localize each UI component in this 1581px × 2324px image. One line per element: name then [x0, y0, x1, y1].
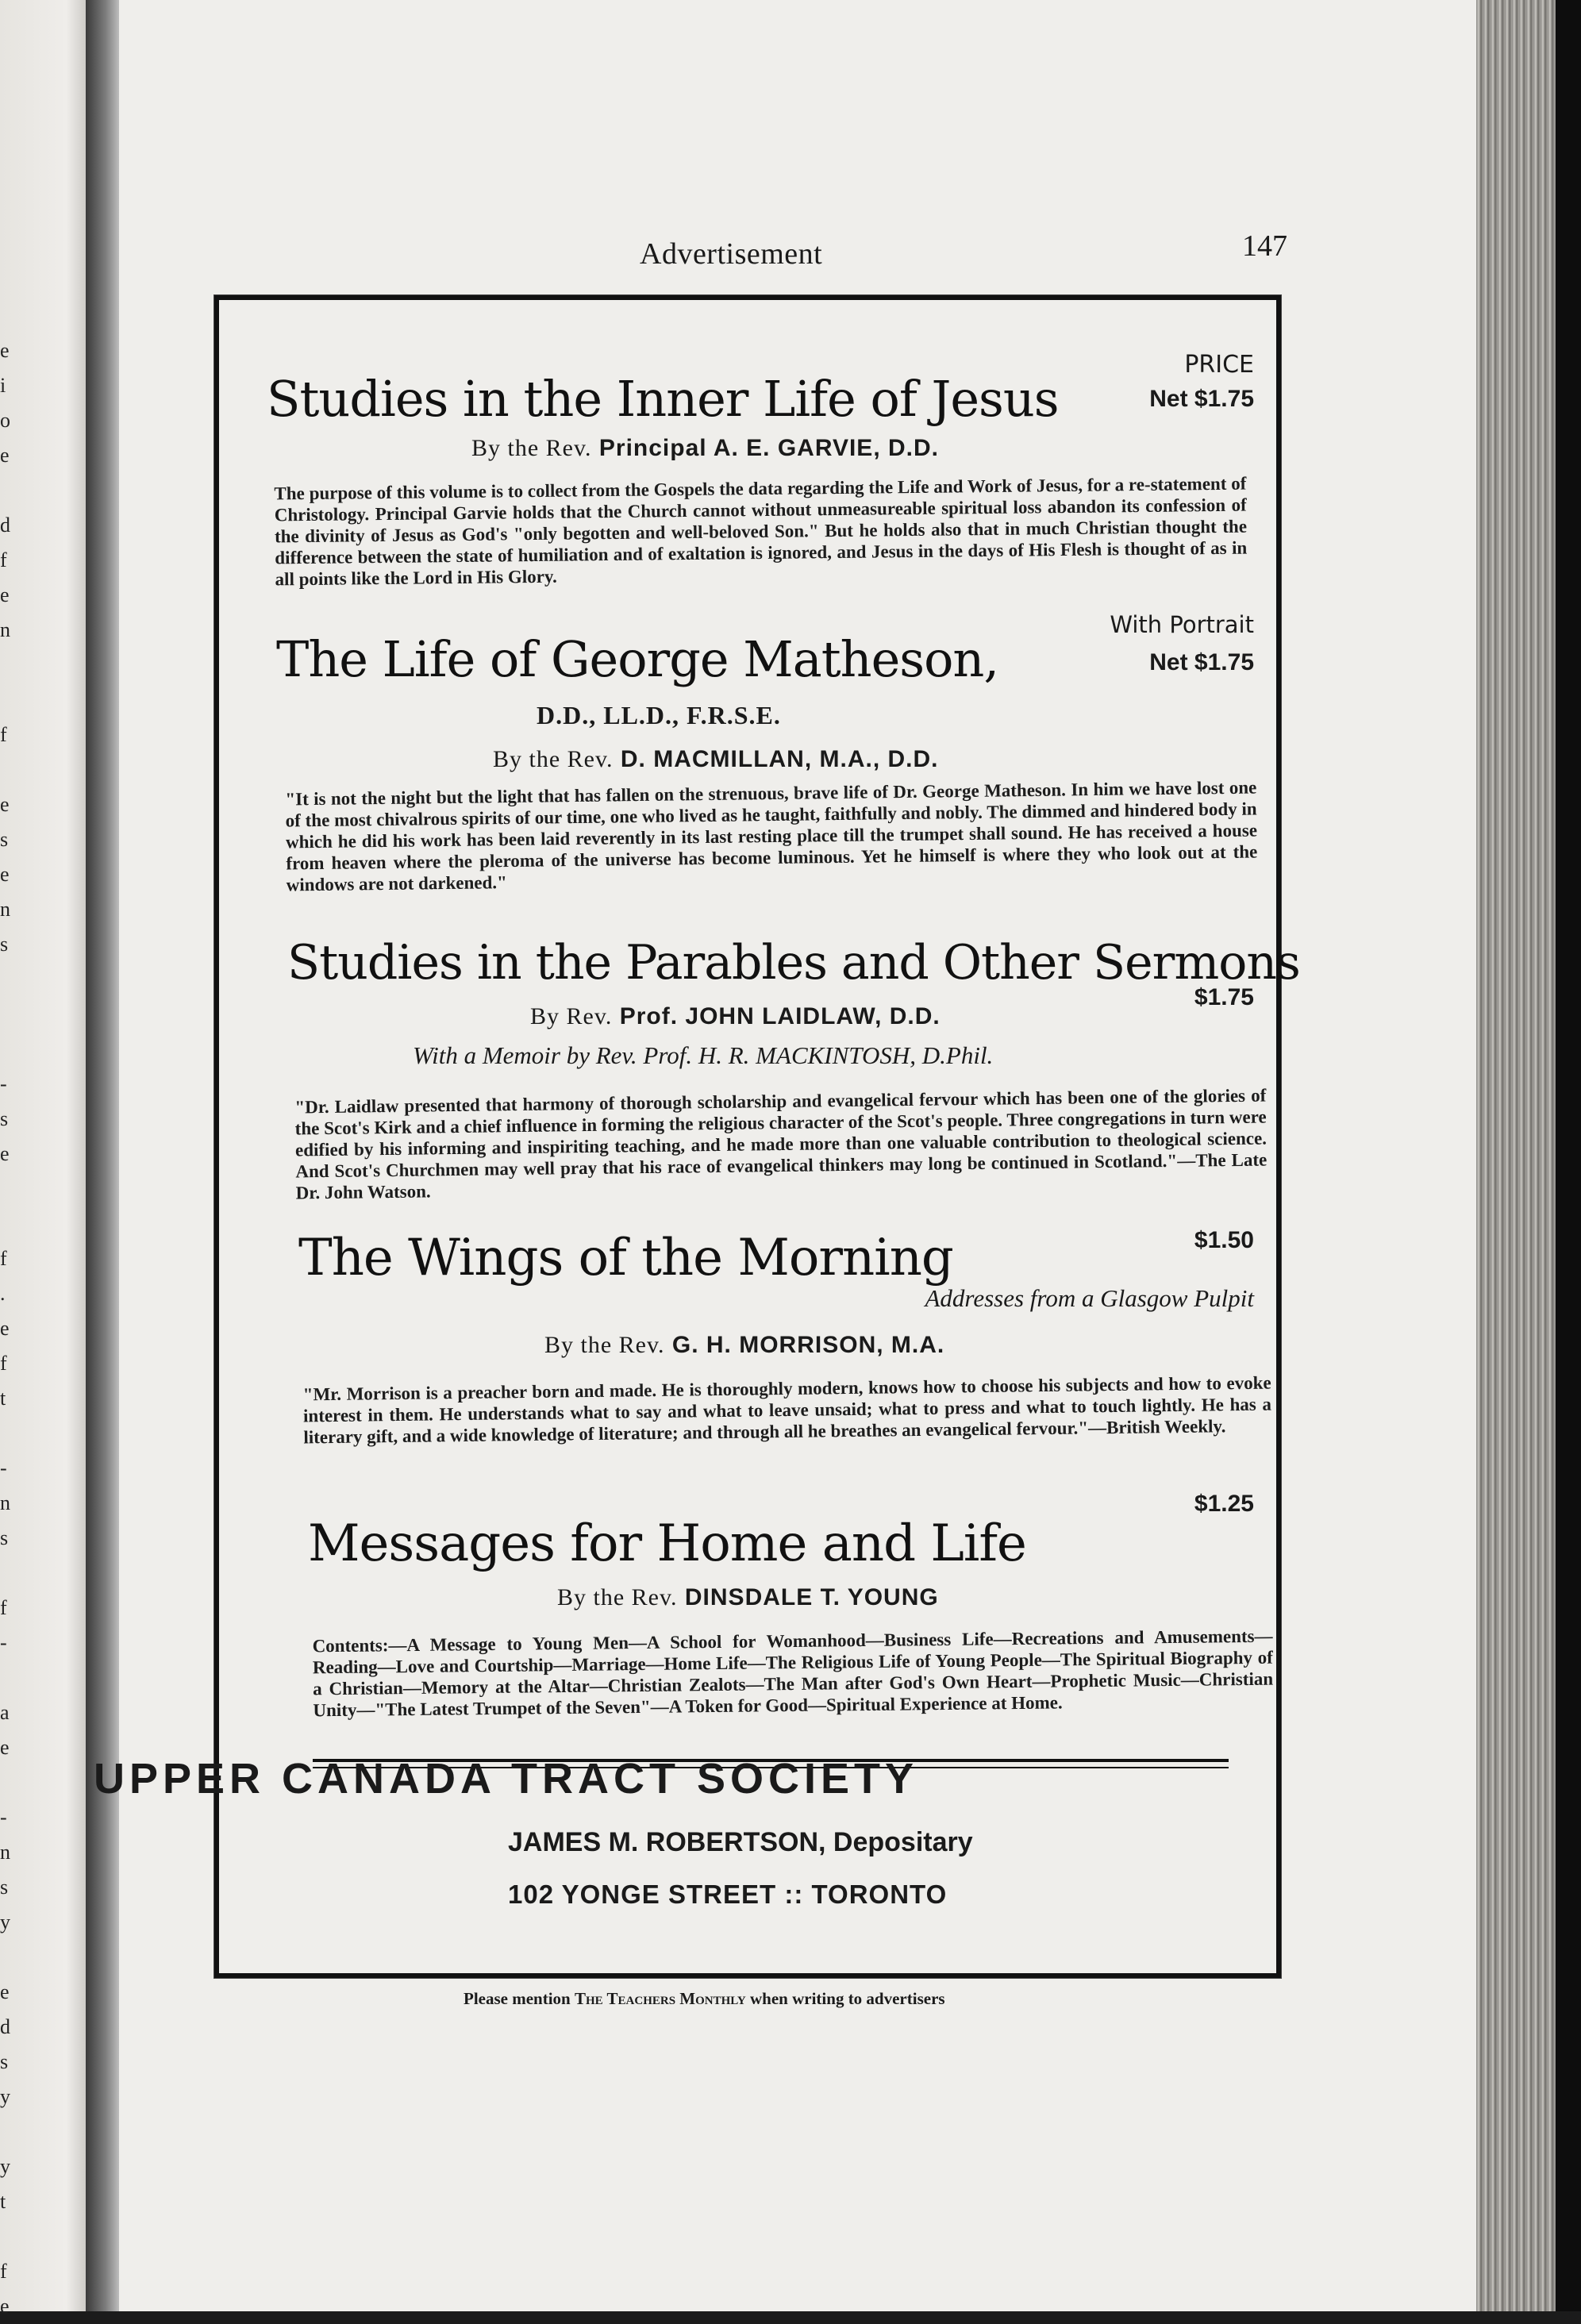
scan-background: [1556, 0, 1581, 2311]
ad5-price: $1.25: [1194, 1491, 1254, 1517]
footer-note: [464, 1989, 945, 2009]
ad1-author-prefix: By the Rev.: [471, 435, 592, 461]
ad5-author-prefix: By the Rev.: [557, 1584, 678, 1610]
ad3-memoir: With a Memoir by Rev. Prof. H. R. MACKINTOSH, D.Phil.: [413, 1041, 994, 1069]
previous-page-text-fragments: e i o e d f e n f e s e n s - s e f . e f t - n s f - a e - n s y e d s y y t f e: [0, 339, 10, 2318]
footer-magazine: The Teachers Monthly: [574, 1989, 746, 2008]
ad2-price-label: With Portrait: [1110, 611, 1254, 638]
ad2-subtitle: D.D., LL.D., F.R.S.E.: [537, 701, 781, 729]
ad4-author-name: G. H. MORRISON, M.A.: [671, 1332, 945, 1358]
ad4-description: "Mr. Morrison is a preacher born and made. He is thoroughly modern, knows how to choose his subjects and how to evoke interest in them. He understands what to say and what to leave unsaid; what to press and what to touch lightly. He has a literary gift, and a wide knowledge of literature; and through all he breathes an evangelical fervour."—British Weekly.: [302, 1372, 1272, 1448]
footer-prefix: Please mention: [464, 1989, 571, 2008]
ad3-author-name: Prof. JOHN LAIDLAW, D.D.: [619, 1003, 941, 1029]
ad2-title: The Life of George Matheson,: [276, 630, 999, 688]
ad4-subtitle: Addresses from a Glasgow Pulpit: [925, 1284, 1254, 1312]
ad2-author-name: D. MACMILLAN, M.A., D.D.: [620, 746, 939, 772]
ad3-description: "Dr. Laidlaw presented that harmony of thorough scholarship and evangelical fervour which has been one of the glories of the Scot's Kirk and a chief influence in forming the religious character of the Scot's people. Three congregations in turn were edified by his informing and inspiriting teaching, and he made more than one valuable contribution to theological science. And Scot's Churchmen may well pray that his race of evangelical thinkers may long be continued in Scotland."—The Late Dr. John Watson.: [294, 1085, 1267, 1203]
page-number: 147: [1242, 229, 1287, 263]
running-head: Advertisement: [640, 237, 823, 271]
advertisement-box: [214, 295, 1300, 1978]
ad1-author-name: Principal A. E. GARVIE, D.D.: [598, 435, 939, 461]
ad4-title: The Wings of the Morning: [298, 1229, 953, 1287]
ad1-price: Net $1.75: [1149, 386, 1254, 412]
book-gutter: [86, 0, 119, 2311]
ad2-description: "It is not the night but the light that has fallen on the strenuous, brave life of Dr. George Matheson. In him we have lost one of the most chivalrous spirits of our time, one who lived as he taught, faithfully and nobly. The dimmed and hindered body in which he did his work has been laid reverently in its last resting place till the trumpet shall sound. He has received a house from heaven where the pleroma of the universe has become luminous. Yet he himself is where they who look out at the windows are not darkened.": [285, 777, 1258, 895]
ad4-author-prefix: By the Rev.: [544, 1332, 665, 1358]
ad1-title: Studies in the Inner Life of Jesus: [267, 370, 1059, 428]
publisher-address: 102 YONGE STREET :: TORONTO: [508, 1880, 948, 1909]
ad5-title: Messages for Home and Life: [308, 1514, 1026, 1573]
publisher-name: UPPER CANADA TRACT SOCIETY: [94, 1755, 919, 1803]
ad5-description: Contents:—A Message to Young Men—A School for Womanhood—Business Life—Recreations and Amusements—Reading—Love and Courtship—Marriage—Home Life—The Religious Life of Young People—The Spiritual Biography of a Christian—Memory at the Altar—Christian Zealots—The Man after God's Own Heart—Prophetic Music—Christian Unity—"The Latest Trumpet of the Seven"—A Token for Good—Spiritual Experience at Home.: [312, 1626, 1274, 1721]
publisher-depositary: JAMES M. ROBERTSON, Depositary: [508, 1827, 973, 1857]
ad5-author: [557, 1584, 939, 1611]
ad2-price: Net $1.75: [1149, 649, 1254, 675]
ad1-price-label: PRICE: [1184, 351, 1254, 379]
ad4-author: [544, 1332, 944, 1359]
ad3-author: [530, 1003, 941, 1030]
ad1-author: [471, 435, 939, 462]
ad2-author: [493, 746, 939, 773]
ad5-author-name: DINSDALE T. YOUNG: [684, 1584, 939, 1610]
ad3-title: Studies in the Parables and Other Sermons: [287, 935, 1300, 991]
ad4-price: $1.50: [1194, 1227, 1254, 1253]
ad3-price: $1.75: [1194, 984, 1254, 1010]
footer-suffix: when writing to advertisers: [750, 1989, 945, 2008]
previous-page-edge: [0, 0, 95, 2318]
ad1-description: The purpose of this volume is to collect from the Gospels the data regarding the Life and Work of Jesus, for a re-statement of Christology. Principal Garvie holds that the Church cannot without unmeasureable spiritual loss abandon its confession of the divinity of Jesus as God's "only begotten and well-beloved Son." But he holds also that in much Christian thought the difference between the state of humiliation and of exaltation is ignored, and Jesus in the days of His Flesh is thought of as in all points like the Lord in His Glory.: [274, 473, 1248, 590]
ad2-author-prefix: By the Rev.: [493, 746, 614, 772]
ad3-author-prefix: By Rev.: [530, 1003, 613, 1029]
